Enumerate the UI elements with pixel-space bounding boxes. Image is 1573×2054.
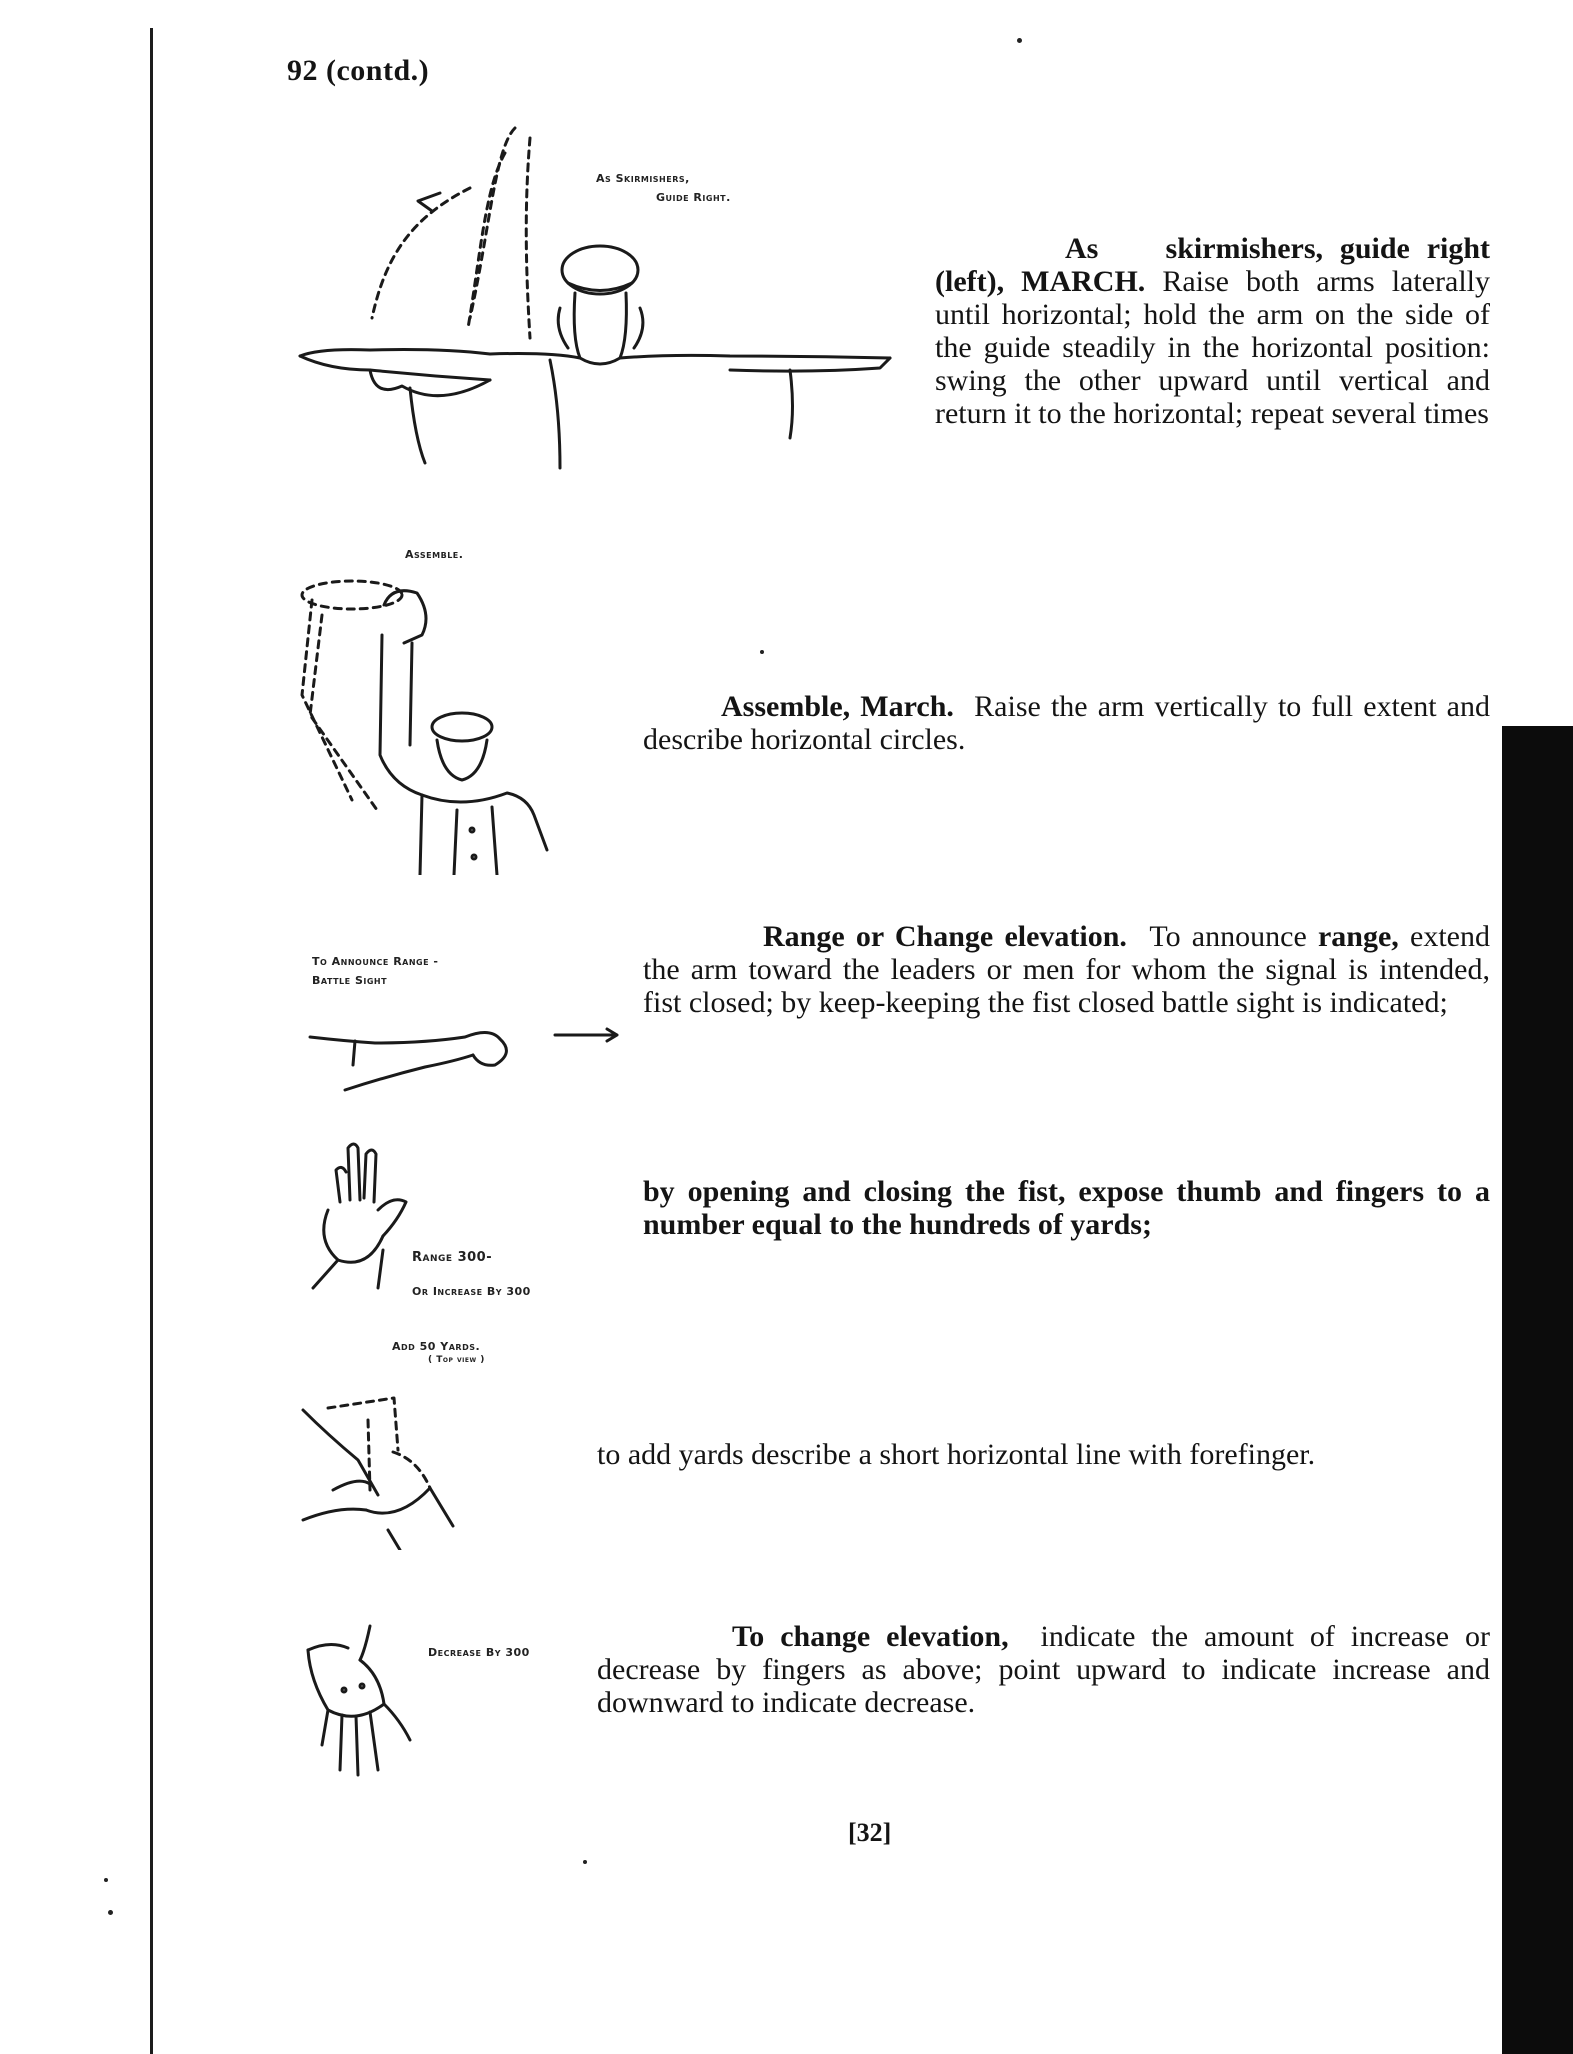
figure-add-50-yards: [298, 1380, 468, 1550]
caption-line: To Announce Range -: [312, 955, 439, 968]
body-text: indicate the amount of increase or decrease by fingers as above; point upward to indicate increase and downward to indicate decrease.: [597, 1620, 1490, 1719]
figure-caption-assemble: [405, 548, 463, 561]
figure-caption-range: [312, 955, 438, 987]
figure-assemble: [292, 575, 562, 875]
body-text: extend the arm toward the leaders or men for whom the signal is intended, fist closed; by keep-keeping the fist closed battle sight is indicated;: [643, 920, 1490, 1019]
figure-decrease: [300, 1620, 420, 1780]
caption-line: Range 300-: [412, 1250, 493, 1265]
heading-bold: Assemble, March.: [721, 690, 954, 723]
caption-line: Add 50 Yards.: [392, 1340, 481, 1353]
heading-bold-2: range,: [1317, 920, 1399, 953]
heading-bold: Range or Change elevation.: [763, 920, 1127, 953]
caption-line: Assemble.: [405, 548, 464, 561]
heading-bold: To change elevation,: [732, 1620, 1009, 1653]
heading-lead: As: [1065, 232, 1099, 265]
scan-speck: [104, 1878, 108, 1882]
section-fingers: [643, 1175, 1490, 1241]
scan-speck: [108, 1910, 113, 1915]
figure-caption-add-50: [392, 1340, 485, 1365]
figure-caption-decrease: [428, 1646, 530, 1659]
caption-line: Or Increase By 300: [412, 1285, 531, 1298]
scan-speck: [583, 1860, 587, 1864]
section-assemble: [643, 690, 1490, 756]
section-range: [643, 920, 1490, 1019]
heading-bold: skirmishers, guide: [1165, 232, 1410, 265]
section-change-elevation: [597, 1620, 1490, 1719]
scan-speck: [760, 650, 764, 654]
heading-bold-2: right (left), MARCH.: [935, 232, 1491, 298]
scan-edge-bar: [1502, 726, 1573, 2054]
figure-caption-range-300: [412, 1250, 531, 1298]
scan-speck: [1017, 38, 1022, 43]
body-text: to add yards describe a short horizontal line with forefinger.: [597, 1438, 1316, 1471]
caption-line: As Skirmishers,: [596, 172, 690, 185]
margin-rule: [150, 28, 153, 2054]
section-skirmishers: [935, 232, 1490, 430]
page-header: 92 (contd.): [287, 54, 430, 87]
page-number: [32]: [848, 1818, 892, 1847]
body-text: by opening and closing the fist, expose thumb and fingers to a number equal to the hundreds of yards;: [643, 1175, 1490, 1241]
caption-line: Decrease By 300: [428, 1646, 530, 1659]
caption-line: Guide Right.: [656, 191, 731, 204]
figure-range-300: [298, 1140, 418, 1290]
body-text: Raise both arms laterally until horizontal; hold the arm on the side of the guide steadily in the horizontal position: swing the other upward until vertical and return it to the horizontal; repeat several times: [935, 265, 1490, 430]
section-add-yards: [597, 1438, 1490, 1471]
caption-line: Battle Sight: [312, 974, 388, 987]
figure-skirmishers: [290, 108, 920, 498]
body-text-lead: To announce: [1149, 920, 1307, 953]
figure-range: [305, 1005, 635, 1105]
body-text: Raise the arm vertically to full extent and describe horizontal circles.: [643, 690, 1490, 756]
caption-line: ( Top view ): [428, 1355, 485, 1365]
